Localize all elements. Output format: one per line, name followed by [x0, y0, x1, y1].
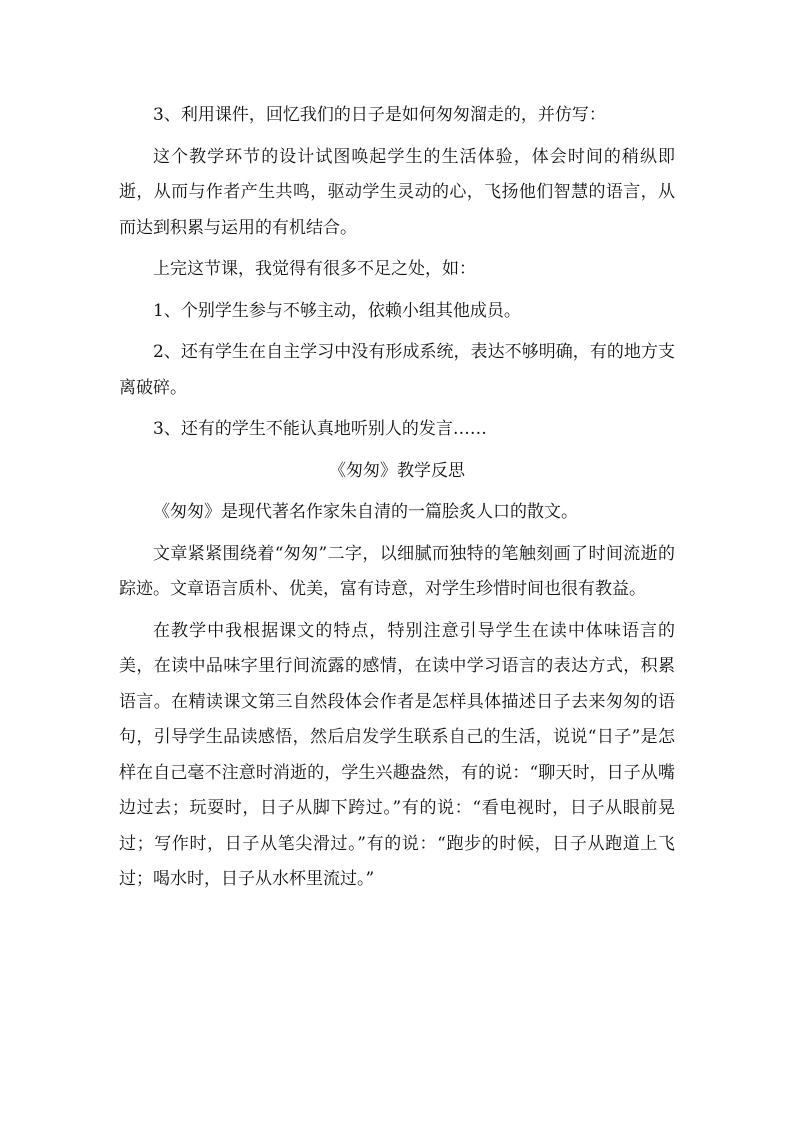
- paragraph: 3、还有的学生不能认真地听别人的发言……: [153, 419, 487, 439]
- paragraph: 在教学中我根据课文的特点，特别注意引导学生在读中体味语言的美，在读中品味字里行间流露的感情，在读中学习语言的表达方式，积累语言。在精读课文第三自然段体会作者是怎样具体描述日子去来匆匆的语句，引导学生品读感悟，然后启发学生联系自己的生活，说说“日子”是怎样在自己毫不注意时消逝的，学生兴趣盎然，有的说：“聊天时，日子从嘴边过去；玩耍时，日子从脚下跨过。”有的说：“看电视时，日子从眼前晃过；写作时，日子从笔尖滑过。”有的说：“跑步的时候，日子从跑道上飞过；喝水时，日子从水杯里流过。”: [119, 620, 675, 889]
- paragraph: 文章紧紧围绕着“匆匆”二字，以细腻而独特的笔触刻画了时间流逝的踪迹。文章语言质朴、优美，富有诗意，对学生珍惜时间也很有教益。: [119, 543, 675, 599]
- paragraph: 1、个别学生参与不够主动，依赖小组其他成员。: [153, 300, 521, 321]
- paragraph: 3、利用课件，回忆我们的日子是如何匆匆溜走的，并仿写：: [153, 105, 606, 125]
- paragraph: 上完这节课，我觉得有很多不足之处，如：: [153, 259, 476, 279]
- section-title: 《匆匆》教学反思: [329, 460, 465, 481]
- paragraph: 这个教学环节的设计试图唤起学生的生活体验，体会时间的稍纵即逝，从而与作者产生共鸣，驱动学生灵动的心，飞扬他们智慧的语言，从而达到积累与运用的有机结合。: [119, 146, 675, 238]
- paragraph: 2、还有学生在自主学习中没有形成系统，表达不够明确，有的地方支离破碎。: [119, 342, 675, 398]
- document-body: [119, 98, 675, 904]
- paragraph: 《匆匆》是现代著名作家朱自清的一篇脍炙人口的散文。: [153, 502, 578, 522]
